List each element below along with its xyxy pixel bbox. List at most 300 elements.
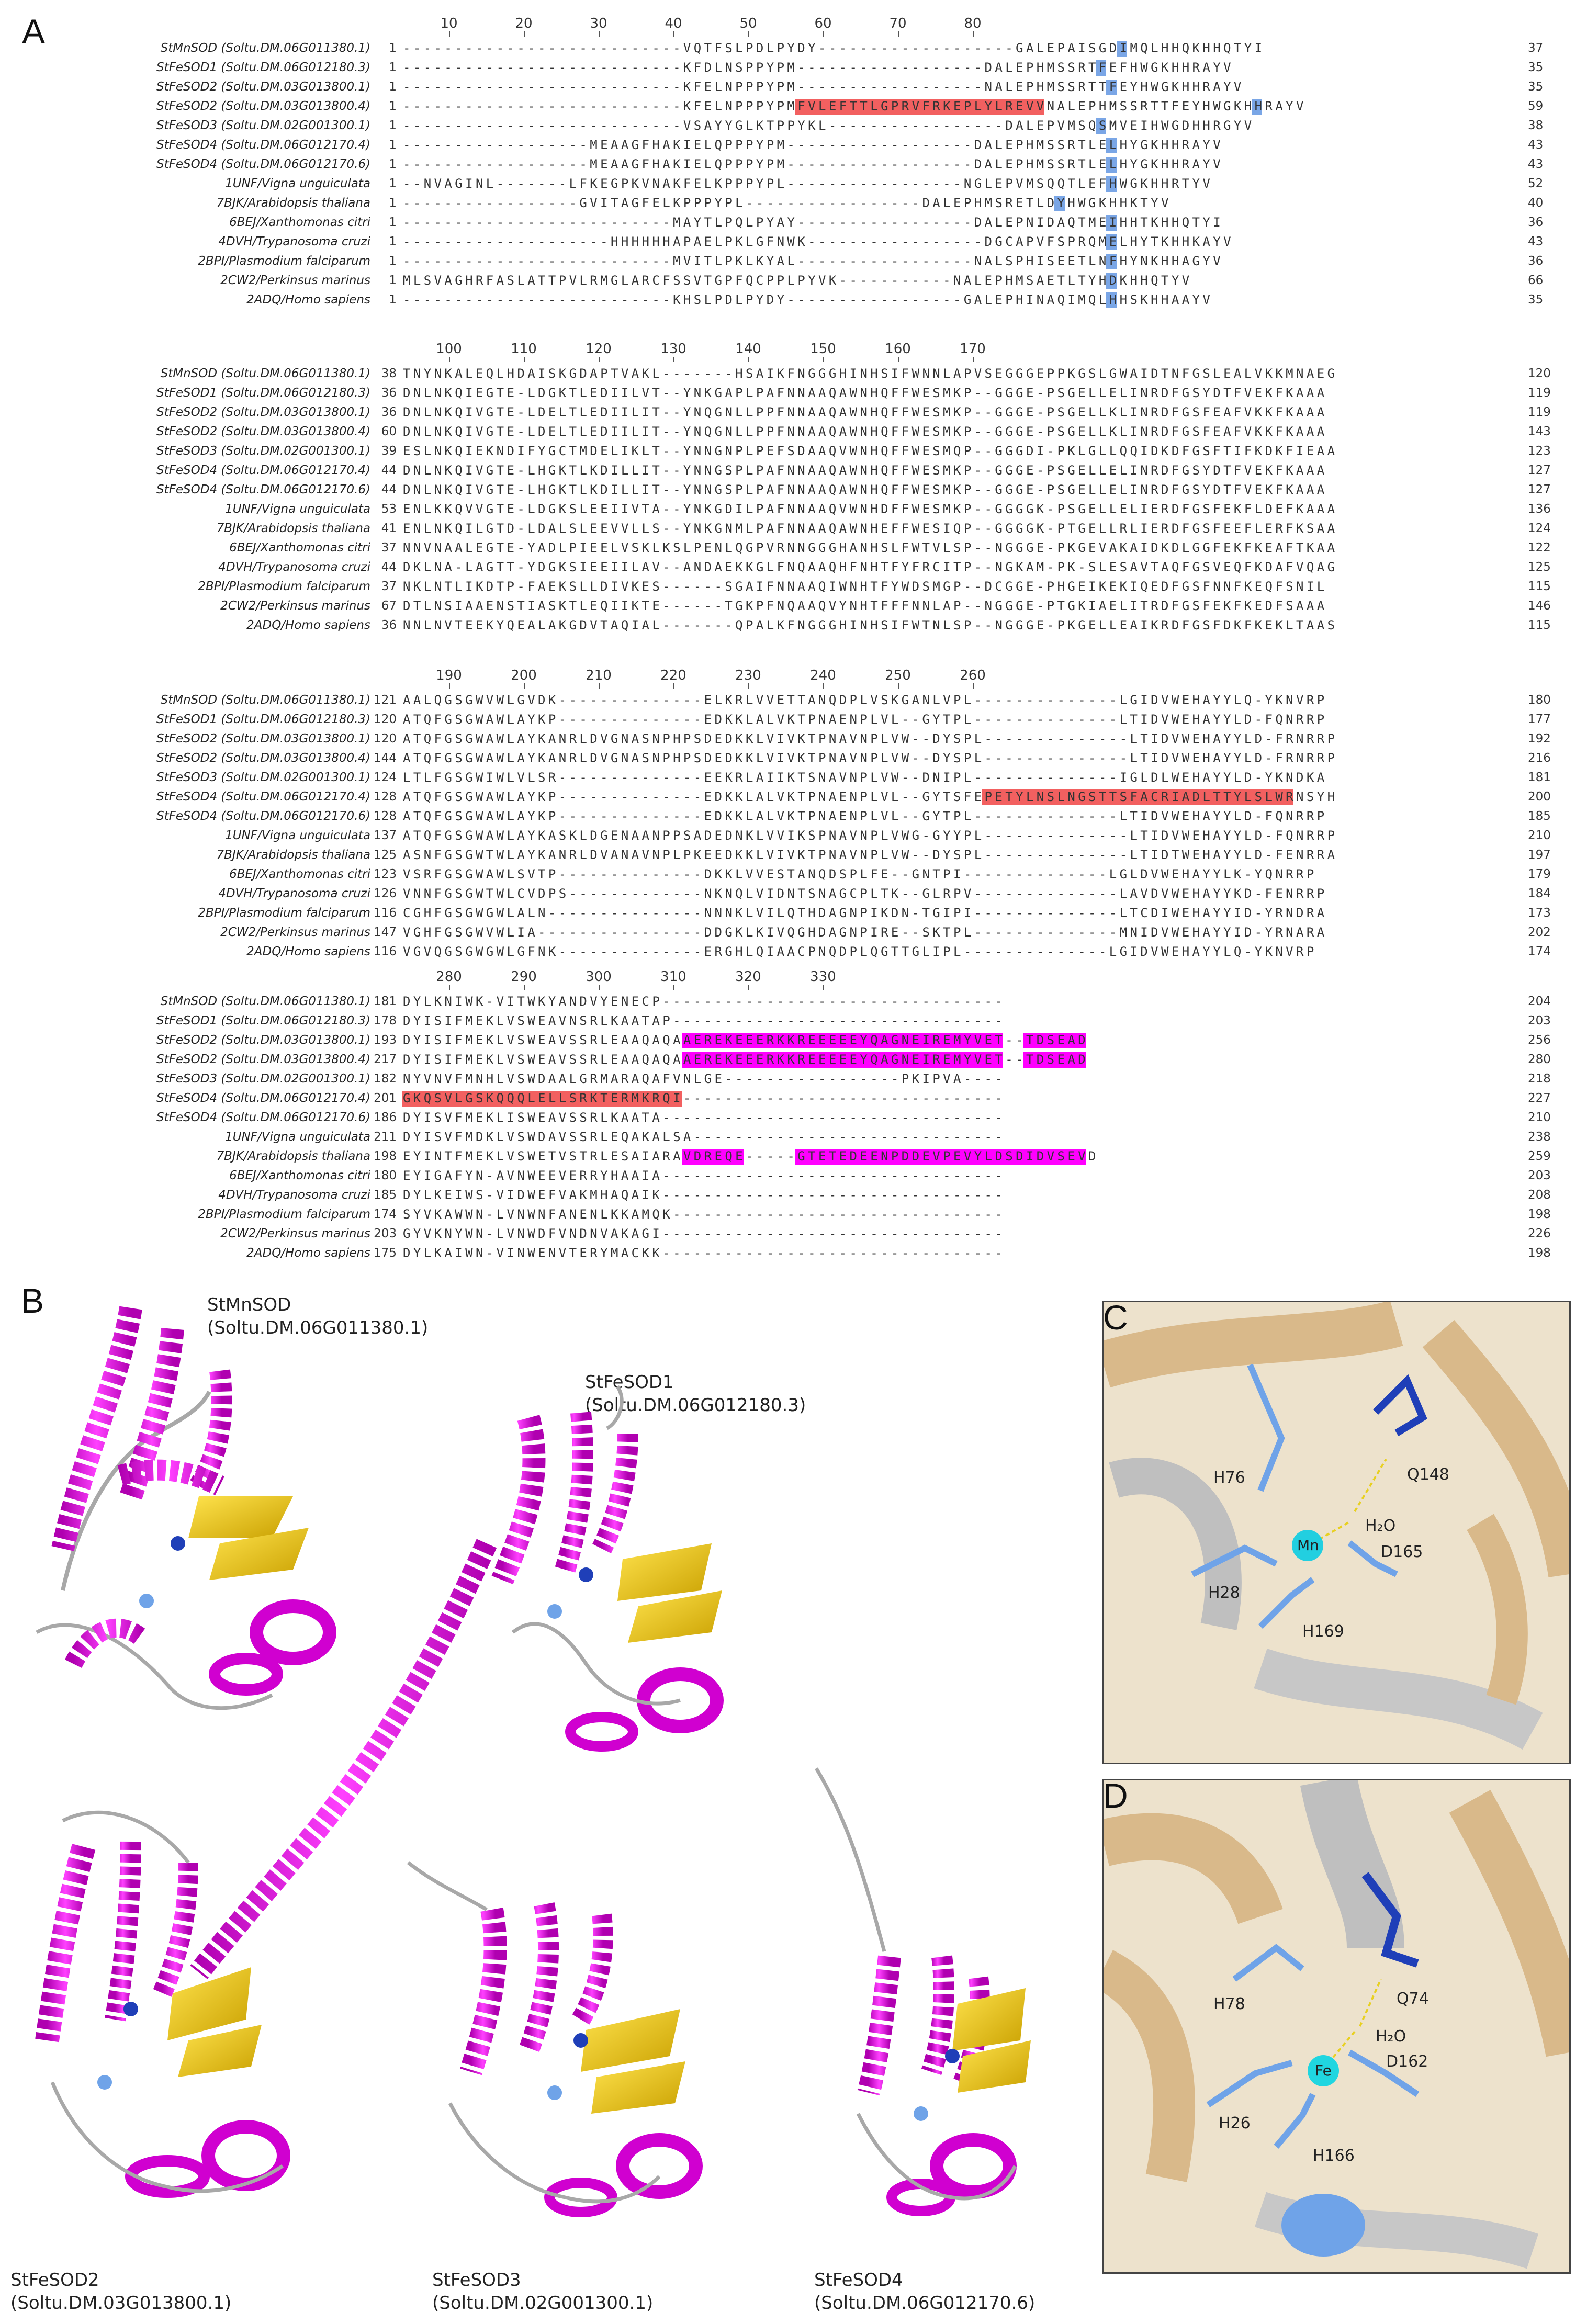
ruler-tick-label: 190: [436, 668, 462, 683]
sequence-residues: DYISVFMDKLVSWDAVSSRLEQAKALSA------------------------------: [403, 1130, 1006, 1144]
ruler-tick-mark: [673, 985, 674, 990]
sequence-end-position: 36: [1528, 216, 1544, 229]
alignment-row: [0, 1205, 1587, 1224]
sequence-start-position: 38: [381, 367, 397, 380]
ruler-tick-label: 220: [660, 668, 686, 683]
ruler-tick-mark: [599, 357, 600, 362]
ruler-tick-label: 40: [665, 16, 682, 31]
alignment-row: [0, 826, 1587, 845]
sequence-end-position: 119: [1528, 386, 1551, 400]
label-stfesod4-name: StFeSOD4: [814, 2270, 903, 2291]
alignment-row: [0, 558, 1587, 577]
sequence-start-position: 1: [389, 216, 397, 229]
sequence-start-position: 124: [374, 771, 397, 784]
sequence-residues: DNLNKQIEGTE-LDGKTLEDIILVT--YNKGAPLPAFNNAAQAWNHQFFWESMKP--GGGE-PSGELLELINRDFGSYDTFVEKFKAAA: [403, 386, 1327, 400]
sequence-end-position: 184: [1528, 887, 1551, 900]
alignment-row: [0, 992, 1587, 1011]
ruler-tick-mark: [898, 357, 899, 362]
ruler-tick-label: 310: [660, 969, 686, 985]
sequence-end-position: 115: [1528, 580, 1551, 593]
position-ruler: [0, 341, 1587, 364]
sequence-start-position: 1: [389, 99, 397, 113]
sequence-residues: LTLFGSGWIWLVLSR--------------EEKRLAIIKTSNAVNPLVW--DNIPL--------------IGLDLWEHAYYLD-YKNDKA: [403, 770, 1327, 785]
sequence-name: 7BJK/Arabidopsis thaliana: [216, 848, 370, 862]
sequence-name: 2CW2/Perkinsus marinus: [220, 599, 370, 613]
alignment-row: [0, 77, 1587, 97]
sequence-residues: NNVNAALEGTE-YADLPIEELVSKLKSLPENLQGPVRNNGGGHANHSLFWTVLSP--NGGGE-PKGEVAKAIDKDLGGFEKFKEAFTKAA: [403, 540, 1338, 555]
alignment-row: [0, 1089, 1587, 1108]
sequence-start-position: 1: [389, 293, 397, 307]
sequence-name: 1UNF/Vigna unguiculata: [225, 502, 370, 516]
sequence-name: 7BJK/Arabidopsis thaliana: [216, 522, 370, 535]
sequence-end-position: 185: [1528, 809, 1551, 823]
sequence-end-position: 181: [1528, 771, 1551, 784]
sequence-end-position: 37: [1528, 41, 1544, 55]
sequence-start-position: 147: [374, 926, 397, 939]
ruler-tick-mark: [449, 985, 450, 990]
zoom-d-water: H₂O: [1376, 2027, 1406, 2046]
label-stfesod2: [10, 2269, 231, 2315]
alignment-row: [0, 403, 1587, 422]
panel-label-d: D: [1103, 1776, 1128, 1815]
sequence-name: StFeSOD1 (Soltu.DM.06G012180.3): [156, 61, 370, 74]
sequence-start-position: 36: [381, 618, 397, 632]
sequence-residues: GKQSVLGSKQQQLELLSRKTERMKRQI-------------------------------: [403, 1091, 1006, 1105]
sequence-residues: GYVKNYWN-LVNWDFVNDNVAKAGI---------------------------------: [403, 1226, 1006, 1241]
sequence-start-position: 126: [374, 887, 397, 900]
alignment-row: [0, 1108, 1587, 1127]
sequence-residues: SYVKAWWN-LVNWNFANENLKKAMQK--------------------------------: [403, 1207, 1006, 1222]
alignment-row: [0, 577, 1587, 596]
sequence-name: StFeSOD2 (Soltu.DM.03G013800.1): [156, 732, 370, 746]
sequence-end-position: 125: [1528, 560, 1551, 574]
sequence-end-position: 52: [1528, 177, 1544, 190]
structure-stmnsod: [37, 1308, 330, 1708]
sequence-start-position: 211: [374, 1130, 397, 1144]
sequence-name: 2BPI/Plasmodium falciparum: [198, 1208, 370, 1221]
ruler-tick-label: 50: [739, 16, 757, 31]
zoom-d-metal: Fe: [1315, 2062, 1332, 2079]
sequence-start-position: 1: [389, 274, 397, 287]
label-stfesod3-id: (Soltu.DM.02G001300.1): [432, 2293, 654, 2314]
sequence-name: StMnSOD (Soltu.DM.06G011380.1): [160, 995, 370, 1008]
sequence-name: StFeSOD2 (Soltu.DM.03G013800.1): [156, 405, 370, 419]
sequence-residues: ENLKKQVVGTE-LDGKSLEEIIVTA--YNKGDILPAFNNAAQVWNHDFFWESMKP--GGGGK-PSGELLELIERDFGSFEKFLDEFKAAA: [403, 502, 1338, 516]
sequence-residues: ATQFGSGWAWLAYKP--------------EDKKLALVKTPNAENPLVL--GYTPL--------------LTIDVWEHAYYLD-FQNRRP: [403, 712, 1327, 727]
sequence-name: StFeSOD4 (Soltu.DM.06G012170.6): [156, 483, 370, 497]
sequence-start-position: 203: [374, 1227, 397, 1240]
ruler-tick-mark: [823, 357, 824, 362]
sequence-end-position: 146: [1528, 599, 1551, 613]
alignment-row: [0, 923, 1587, 942]
ruler-tick-label: 200: [511, 668, 537, 683]
ruler-tick-mark: [449, 357, 450, 362]
sequence-residues: EYIGAFYN-AVNWEEVERRYHAAIA---------------------------------: [403, 1168, 1006, 1183]
alignment-row: [0, 116, 1587, 136]
ruler-tick-mark: [748, 357, 749, 362]
ruler-tick-label: 240: [810, 668, 836, 683]
sequence-end-position: 174: [1528, 945, 1551, 958]
sequence-name: StFeSOD3 (Soltu.DM.02G001300.1): [156, 1072, 370, 1086]
sequence-name: StFeSOD1 (Soltu.DM.06G012180.3): [156, 1014, 370, 1028]
alignment-row: [0, 865, 1587, 884]
label-stfesod4: [814, 2269, 1035, 2315]
sequence-start-position: 39: [381, 444, 397, 458]
sequence-end-position: 179: [1528, 867, 1551, 881]
ruler-tick-mark: [673, 357, 674, 362]
ruler-tick-label: 100: [436, 341, 462, 357]
sequence-end-position: 43: [1528, 157, 1544, 171]
sequence-residues: ATQFGSGWAWLAYKANRLDVGNASNPHPSDEDKKLVIVKTPNAVNPLVW--DYSPL--------------LTIDVWEHAYYLD-FRNRRP: [403, 751, 1338, 765]
sequence-start-position: 37: [381, 541, 397, 555]
sequence-name: StFeSOD4 (Soltu.DM.06G012170.4): [156, 1091, 370, 1105]
ruler-tick-label: 110: [511, 341, 537, 357]
sequence-residues: ATQFGSGWAWLAYKASKLDGENAANPPSADEDNKLVVIKSPNAVNPLVWG-GYYPL--------------LTIDVWEHAYYLD-FQNRRP: [403, 828, 1338, 843]
alignment-row: [0, 155, 1587, 174]
sequence-residues: --------------------------MVITLPKLKYAL-----------------NALSPHISEETLNFHYNKHHAGYV: [403, 254, 1224, 268]
ruler-tick-mark: [973, 357, 974, 362]
alignment-row: [0, 97, 1587, 116]
sequence-end-position: 238: [1528, 1130, 1551, 1144]
sequence-residues: ---------------------------VSAYYGLKTPPYKL-----------------DALEPVMSQSMVEIHWGDHHRGYV: [403, 118, 1255, 133]
sequence-name: 2BPI/Plasmodium falciparum: [198, 906, 370, 920]
sequence-start-position: 185: [374, 1188, 397, 1202]
sequence-end-position: 180: [1528, 693, 1551, 707]
sequence-name: StFeSOD3 (Soltu.DM.02G001300.1): [156, 119, 370, 132]
sequence-residues: EYINTFMEKLVSWETVSTRLESAIARAVDREQE-----GTETEDEENPDDEVPEVYLDSDIDVSEVD: [403, 1149, 1099, 1164]
ruler-tick-label: 250: [885, 668, 911, 683]
label-stfesod3: [432, 2269, 653, 2315]
ruler-tick-label: 80: [964, 16, 982, 31]
sequence-end-position: 192: [1528, 732, 1551, 746]
sequence-start-position: 41: [381, 522, 397, 535]
ruler-tick-mark: [524, 31, 525, 37]
sequence-start-position: 198: [374, 1149, 397, 1163]
sequence-residues: ENLNKQILGTD-LDALSLEEVVLLS--YNKGNMLPAFNNAAQAWNHEFFWESIQP--GGGGK-PTGELLRLIERDFGSFEEFLERFKSAA: [403, 521, 1338, 536]
sequence-name: StFeSOD2 (Soltu.DM.03G013800.4): [156, 425, 370, 438]
sequence-end-position: 35: [1528, 61, 1544, 74]
alignment-row: [0, 271, 1587, 290]
alignment-row: [0, 596, 1587, 616]
label-stmnsod-id: (Soltu.DM.06G011380.1): [207, 1317, 429, 1338]
alignment-row: [0, 136, 1587, 155]
label-stfesod3-name: StFeSOD3: [432, 2270, 521, 2291]
label-stfesod1-name: StFeSOD1: [585, 1372, 674, 1393]
sequence-residues: -----------------GVITAGFELKPPPYPL-----------------DALEPHMSRETLDYHWGKHHKTYV: [403, 196, 1172, 210]
alignment-row: [0, 364, 1587, 383]
sequence-residues: DYLKAIWN-VINWENVTERYMACKK---------------------------------: [403, 1246, 1006, 1260]
alignment-row: [0, 710, 1587, 729]
alignment-row: [0, 213, 1587, 232]
sequence-end-position: 143: [1528, 425, 1551, 438]
alignment-row: [0, 904, 1587, 923]
sequence-residues: ---------------------------KFELNPPPYPM------------------NALEPHMSSRTTFEYHWGKHHRAYV: [403, 80, 1244, 94]
alignment-row: [0, 1224, 1587, 1244]
alignment-row: [0, 729, 1587, 749]
sequence-name: StFeSOD4 (Soltu.DM.06G012170.6): [156, 809, 370, 823]
sequence-start-position: 137: [374, 829, 397, 842]
sequence-end-position: 122: [1528, 541, 1551, 555]
sequence-residues: --------------------HHHHHHAPAELPKLGFNWK-----------------DGCAPVFSPRQMELHYTKHHKAYV: [403, 234, 1234, 249]
sequence-start-position: 1: [389, 254, 397, 268]
alignment-row: [0, 749, 1587, 768]
sequence-end-position: 124: [1528, 522, 1551, 535]
sequence-end-position: 173: [1528, 906, 1551, 920]
sequence-end-position: 43: [1528, 235, 1544, 249]
sequence-residues: DTLNSIAAENSTIASKTLEQIIKTE------TGKPFNQAAQVYNHTFFFNNLAP--NGGGE-PTGKIAELITRDFGSFEKFKEDFSAAA: [403, 599, 1327, 613]
ruler-tick-label: 210: [586, 668, 612, 683]
alignment-row: [0, 461, 1587, 480]
alignment-row: [0, 442, 1587, 461]
sequence-end-position: 120: [1528, 367, 1551, 380]
alignment-row: [0, 519, 1587, 538]
sequence-residues: DYISIFMEKLVSWEAVSSRLEAAQAQAAEREKEEERKKREEEEEYQAGNEIREMYVET--TDSEAD: [403, 1033, 1089, 1047]
zoom-c-metal: Mn: [1297, 1537, 1319, 1554]
alignment-row: [0, 1011, 1587, 1031]
sequence-start-position: 67: [381, 599, 397, 613]
sequence-start-position: 1: [389, 119, 397, 132]
sequence-residues: DYISVFMEKLISWEAVSSRLKAATA---------------------------------: [403, 1110, 1006, 1125]
alignment-row: [0, 1186, 1587, 1205]
alignment-row: [0, 884, 1587, 904]
sequence-name: 1UNF/Vigna unguiculata: [225, 177, 370, 190]
sequence-residues: ESLNKQIEKNDIFYGCTMDELIKLT--YNNGNPLPEFSDAAQVWNHQFFWESMQP--GGGDI-PKLGLLQQIDKDFGSFTIFKDKFIEAA: [403, 444, 1338, 458]
sequence-name: 4DVH/Trypanosoma cruzi: [218, 560, 370, 574]
ruler-tick-mark: [449, 683, 450, 689]
sequence-start-position: 36: [381, 386, 397, 400]
sequence-end-position: 127: [1528, 483, 1551, 497]
sequence-residues: DNLNKQIVGTE-LDELTLEDIILIT--YNQGNLLPPFNNAAQAWNHQFFWESMKP--GGGE-PSGELLKLINRDFGSFEAFVKKFKAAA: [403, 424, 1327, 439]
structure-stfesod3: [408, 1863, 696, 2212]
sequence-residues: VNNFGSGWTWLCVDPS-------------NKNQLVIDNTSNAGCPLTK--GLRPV--------------LAVDVWEHAYYKD-FENRRP: [403, 886, 1327, 901]
sequence-name: 2ADQ/Homo sapiens: [246, 618, 370, 632]
sequence-name: 1UNF/Vigna unguiculata: [225, 829, 370, 842]
structure-stfesod4: [816, 1768, 1031, 2211]
alignment-row: [0, 252, 1587, 271]
zoom-c-h169: H169: [1302, 1622, 1344, 1641]
sequence-start-position: 125: [374, 848, 397, 862]
sequence-start-position: 1: [389, 235, 397, 249]
sequence-residues: ------------------MEAAGFHAKIELQPPPYPM------------------DALEPHMSSRTLELHYGKHHRAYV: [403, 157, 1224, 172]
sequence-end-position: 280: [1528, 1053, 1551, 1066]
sequence-start-position: 1: [389, 177, 397, 190]
sequence-residues: DYISIFMEKLVSWEAVSSRLEAAQAQAAEREKEEERKKREEEEEYQAGNEIREMYVET--TDSEAD: [403, 1052, 1089, 1067]
alignment-row: [0, 422, 1587, 442]
sequence-name: StFeSOD2 (Soltu.DM.03G013800.4): [156, 99, 370, 113]
alignment-row: [0, 232, 1587, 252]
sequence-start-position: 44: [381, 464, 397, 477]
sequence-end-position: 256: [1528, 1033, 1551, 1047]
structure-stfesod1: [502, 1386, 722, 1746]
ruler-tick-label: 260: [960, 668, 986, 683]
alignment-row: [0, 1127, 1587, 1147]
alignment-row: [0, 174, 1587, 194]
sequence-name: 4DVH/Trypanosoma cruzi: [218, 235, 370, 249]
sequence-end-position: 208: [1528, 1188, 1551, 1202]
sequence-start-position: 201: [374, 1091, 397, 1105]
sequence-end-position: 216: [1528, 751, 1551, 765]
sequence-end-position: 59: [1528, 99, 1544, 113]
ruler-tick-mark: [524, 357, 525, 362]
sequence-end-position: 226: [1528, 1227, 1551, 1240]
sequence-end-position: 198: [1528, 1246, 1551, 1260]
ruler-tick-label: 320: [735, 969, 761, 985]
sequence-name: StFeSOD2 (Soltu.DM.03G013800.4): [156, 751, 370, 765]
sequence-start-position: 174: [374, 1208, 397, 1221]
sequence-start-position: 1: [389, 196, 397, 210]
sequence-residues: DKLNA-LAGTT-YDGKSIEEIILAV--ANDAEKKGLFNQAAQHFNHTFYFRCITP--NGKAM-PK-SLESAVTAQFGSVEQFKDAFVQAG: [403, 560, 1338, 574]
sequence-start-position: 1: [389, 157, 397, 171]
sequence-end-position: 227: [1528, 1091, 1551, 1105]
sequence-name: 6BEJ/Xanthomonas citri: [229, 541, 370, 555]
sequence-name: StFeSOD2 (Soltu.DM.03G013800.4): [156, 1053, 370, 1066]
sequence-end-position: 66: [1528, 274, 1544, 287]
panel-label-b: B: [21, 1281, 44, 1320]
sequence-end-position: 210: [1528, 829, 1551, 842]
sequence-name: StFeSOD2 (Soltu.DM.03G013800.1): [156, 80, 370, 94]
sequence-name: StFeSOD2 (Soltu.DM.03G013800.1): [156, 1033, 370, 1047]
ruler-tick-label: 70: [889, 16, 907, 31]
ruler-tick-label: 330: [810, 969, 836, 985]
sequence-end-position: 200: [1528, 790, 1551, 804]
zoom-d-q74: Q74: [1397, 1990, 1429, 2008]
sequence-name: 2CW2/Perkinsus marinus: [220, 1227, 370, 1240]
sequence-start-position: 121: [374, 693, 397, 707]
sequence-name: 6BEJ/Xanthomonas citri: [229, 867, 370, 881]
sequence-start-position: 1: [389, 80, 397, 94]
sequence-residues: ------------------MEAAGFHAKIELQPPPYPM------------------DALEPHMSSRTLELHYGKHHRAYV: [403, 138, 1224, 152]
sequence-start-position: 44: [381, 483, 397, 497]
alignment-row: [0, 480, 1587, 500]
sequence-start-position: 123: [374, 867, 397, 881]
sequence-start-position: 175: [374, 1246, 397, 1260]
zoom-c-h28: H28: [1208, 1584, 1240, 1602]
label-stfesod2-id: (Soltu.DM.03G013800.1): [10, 2293, 232, 2314]
ruler-tick-mark: [823, 31, 824, 37]
position-ruler: [0, 969, 1587, 992]
ruler-tick-label: 120: [586, 341, 612, 357]
sequence-residues: TNYNKALEQLHDAISKGDAPTVAKL-------HSAIKFNGGGHINHSIFWNNLAPVSEGGGEPPKGSLGWAIDTNFGSLEALVKKMNAEG: [403, 366, 1338, 381]
sequence-name: 2BPI/Plasmodium falciparum: [198, 580, 370, 593]
sequence-name: 2CW2/Perkinsus marinus: [220, 274, 370, 287]
sequence-name: 7BJK/Arabidopsis thaliana: [216, 1149, 370, 1163]
sequence-residues: VGVQGSGWGWLGFNK--------------ERGHLQIAACPNQDPLQGTTGLIPL--------------LGIDVWEHAYYLQ-YKNVRP: [403, 944, 1317, 959]
sequence-name: StFeSOD3 (Soltu.DM.02G001300.1): [156, 444, 370, 458]
panel-label-a: A: [22, 12, 46, 51]
ruler-tick-label: 290: [511, 969, 537, 985]
sequence-start-position: 128: [374, 790, 397, 804]
sequence-start-position: 178: [374, 1014, 397, 1028]
sequence-start-position: 182: [374, 1072, 397, 1086]
sequence-start-position: 36: [381, 405, 397, 419]
label-stfesod2-name: StFeSOD2: [10, 2270, 99, 2291]
sequence-residues: NKLNTLIKDTP-FAEKSLLDIVKES------SGAIFNNAAQIWNHTFYWDSMGP--DCGGE-PHGEIKEKIQEDFGSFNNFKEQFSNIL: [403, 579, 1327, 594]
sequence-start-position: 37: [381, 580, 397, 593]
sequence-start-position: 193: [374, 1033, 397, 1047]
ruler-tick-mark: [748, 31, 749, 37]
zoom-d-h78: H78: [1213, 1995, 1245, 2013]
sequence-name: 1UNF/Vigna unguiculata: [225, 1130, 370, 1144]
alignment-row: [0, 1147, 1587, 1166]
ruler-tick-mark: [524, 683, 525, 689]
alignment-row: [0, 538, 1587, 558]
alignment-row: [0, 787, 1587, 807]
sequence-residues: ATQFGSGWAWLAYKP--------------EDKKLALVKTPNAENPLVL--GYTSFEPETYLNSLNGSTTSFACRIADLTTYLSLWRNSYH: [403, 789, 1338, 804]
sequence-end-position: 43: [1528, 138, 1544, 152]
sequence-start-position: 128: [374, 809, 397, 823]
sequence-residues: DNLNKQIVGTE-LDELTLEDIILIT--YNQGNLLPPFNNAAQAWNHQFFWESMKP--GGGE-PSGELLKLINRDFGSFEAFVKKFKAAA: [403, 405, 1327, 420]
alignment-row: [0, 383, 1587, 403]
ruler-tick-mark: [748, 683, 749, 689]
ruler-tick-mark: [898, 683, 899, 689]
sequence-residues: ---------------------------KFDLNSPPYPM------------------DALEPHMSSRTFEFHWGKHHRAYV: [403, 60, 1234, 75]
sequence-residues: DNLNKQIVGTE-LHGKTLKDILLIT--YNNGSPLPAFNNAAQAWNHQFFWESMKP--GGGE-PSGELLELINRDFGSYDTFVEKFKAAA: [403, 463, 1327, 478]
sequence-name: StMnSOD (Soltu.DM.06G011380.1): [160, 41, 370, 55]
sequence-name: 2ADQ/Homo sapiens: [246, 293, 370, 307]
sequence-end-position: 210: [1528, 1111, 1551, 1124]
sequence-start-position: 116: [374, 945, 397, 958]
ruler-tick-label: 10: [440, 16, 458, 31]
ruler-tick-mark: [673, 31, 674, 37]
sequence-start-position: 217: [374, 1053, 397, 1066]
sequence-residues: ---------------------------KFELNPPPYPMFVLEFTTLGPRVFRKEPLYLREVVNALEPHMSSRTTFEYHWGKHHRAYV: [403, 99, 1307, 114]
sequence-name: StFeSOD4 (Soltu.DM.06G012170.4): [156, 790, 370, 804]
ruler-tick-mark: [599, 683, 600, 689]
ruler-tick-label: 140: [735, 341, 761, 357]
sequence-residues: CGHFGSGWGWLALN---------------NNNKLVILQTHDAGNPIKDN-TGIPI--------------LTCDIWEHAYYID-YRNDRA: [403, 906, 1327, 920]
alignment-row: [0, 616, 1587, 635]
ruler-tick-label: 20: [515, 16, 533, 31]
alignment-row: [0, 1244, 1587, 1263]
sequence-end-position: 119: [1528, 405, 1551, 419]
sequence-end-position: 35: [1528, 293, 1544, 307]
sequence-residues: --------------------------MAYTLPQLPYAY-----------------DALEPNIDAQTMEIHHTKHHQTYI: [403, 215, 1224, 230]
sequence-start-position: 180: [374, 1169, 397, 1182]
ruler-tick-mark: [823, 683, 824, 689]
ruler-tick-mark: [823, 985, 824, 990]
sequence-end-position: 218: [1528, 1072, 1551, 1086]
ruler-tick-label: 230: [735, 668, 761, 683]
ruler-tick-label: 170: [960, 341, 986, 357]
sequence-end-position: 36: [1528, 254, 1544, 268]
alignment-row: [0, 1166, 1587, 1186]
sequence-name: StMnSOD (Soltu.DM.06G011380.1): [160, 367, 370, 380]
sequence-residues: --------------------------KHSLPDLPYDY-----------------GALEPHINAQIMQLHHSKHHAAYV: [403, 292, 1213, 307]
sequence-end-position: 204: [1528, 995, 1551, 1008]
ruler-tick-mark: [599, 985, 600, 990]
sequence-residues: VSRFGSGWAWLSVTP--------------DKKLVVESTANQDSPLFE--GNTPI--------------LGLDVWEHAYYLK-YQNRRP: [403, 867, 1317, 882]
ruler-tick-label: 150: [810, 341, 836, 357]
sequence-start-position: 181: [374, 995, 397, 1008]
sequence-start-position: 1: [389, 138, 397, 152]
sequence-end-position: 115: [1528, 618, 1551, 632]
sequence-name: 2ADQ/Homo sapiens: [246, 945, 370, 958]
sequence-end-position: 259: [1528, 1149, 1551, 1163]
ruler-tick-label: 160: [885, 341, 911, 357]
sequence-name: StFeSOD4 (Soltu.DM.06G012170.6): [156, 1111, 370, 1124]
alignment-row: [0, 500, 1587, 519]
zoom-c-h76: H76: [1213, 1469, 1245, 1487]
sequence-name: 2BPI/Plasmodium falciparum: [198, 254, 370, 268]
alignment-row: [0, 194, 1587, 213]
sequence-name: 4DVH/Trypanosoma cruzi: [218, 887, 370, 900]
ruler-tick-mark: [898, 31, 899, 37]
sequence-end-position: 203: [1528, 1014, 1551, 1028]
label-stfesod1-id: (Soltu.DM.06G012180.3): [585, 1395, 806, 1416]
sequence-residues: DNLNKQIVGTE-LHGKTLKDILLIT--YNNGSPLPAFNNAAQAWNHQFFWESMKP--GGGE-PSGELLELINRDFGSYDTFVEKFKAAA: [403, 482, 1327, 497]
sequence-residues: ASNFGSGWTWLAYKANRLDVANAVNPLPKEEDKKLVIVKTPNAVNPLVW--DYSPL--------------LTIDTWEHAYYLD-FENRRA: [403, 848, 1338, 862]
ruler-tick-mark: [973, 683, 974, 689]
